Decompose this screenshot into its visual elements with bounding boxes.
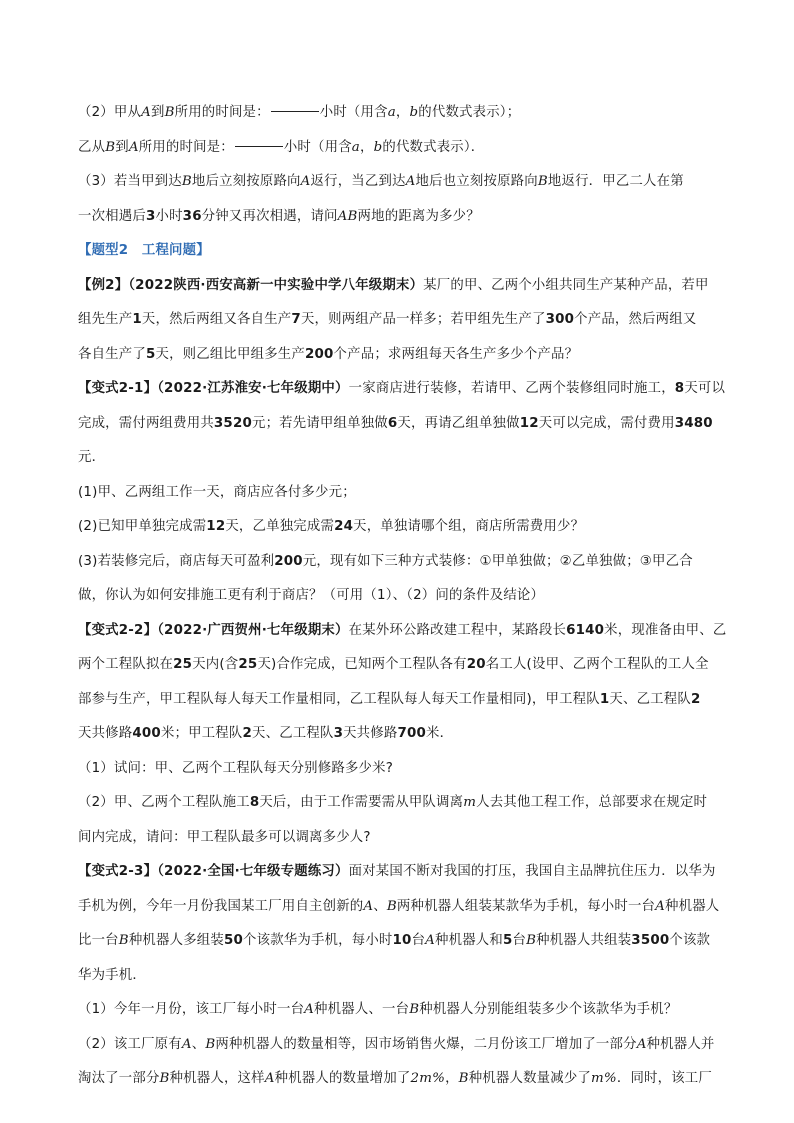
text: （2）该工厂原有 — [78, 1036, 182, 1052]
var-b: B — [409, 1002, 420, 1017]
text: 天，则两组产品一样多；若甲组先生产了 — [300, 312, 546, 327]
answer-blank[interactable] — [235, 146, 283, 147]
var-b-lower: b — [409, 105, 419, 120]
v23-line-1 — [78, 855, 726, 890]
text: 两个工程队拟在 — [78, 657, 174, 672]
var-ab: AB — [337, 208, 358, 224]
number: 12 — [519, 415, 539, 431]
text: 天，然后两组又各自生产 — [141, 312, 292, 327]
text: ．同时，该工厂 — [616, 1071, 712, 1086]
variant-tag: 【变式2-1】 — [78, 381, 158, 396]
text: 小时（用含 — [283, 139, 352, 155]
text: 种机器人并 — [646, 1036, 715, 1052]
text: 乙从 — [78, 139, 106, 155]
text: 元． — [78, 450, 106, 465]
number: 6 — [387, 415, 398, 431]
number: 2 — [690, 691, 701, 707]
number: 25 — [173, 657, 193, 672]
text: 在某外环公路改建工程中，某路段长 — [348, 622, 567, 638]
var-b: B — [386, 898, 397, 914]
text: 天、乙工程队 — [252, 726, 334, 741]
text: 天，再请乙组单独做 — [397, 415, 520, 431]
text: 元；若先请甲组单独做 — [251, 415, 388, 431]
source-label: （2022陕西·西安高新一中实验中学八年级期末） — [128, 277, 424, 293]
var-b: B — [205, 1036, 216, 1052]
number: 3 — [333, 726, 344, 741]
v21-line-3 — [78, 441, 726, 476]
text: 人去其他工程工作，总部要求在规定时 — [476, 795, 708, 810]
variant-tag: 【变式2-2】 — [78, 622, 158, 638]
text: 台 — [512, 933, 527, 948]
text: 米，现准备由甲、乙 — [604, 622, 726, 638]
var-a: A — [425, 933, 436, 948]
source-label: （2022·江苏淮安·七年级期中） — [157, 381, 349, 396]
var-a: A — [636, 1036, 647, 1052]
document-body — [78, 96, 726, 1097]
section-heading: 【题型2 工程问题】 — [78, 243, 210, 258]
text: 个该款 — [669, 933, 711, 948]
text: (3)若装修完后，商店每天可盈利 — [78, 553, 275, 569]
var-a: A — [655, 898, 666, 914]
number: 400 — [132, 726, 161, 741]
v22-line-4 — [78, 717, 726, 752]
text: 部参与生产，甲工程队每人每天工作量相同，乙工程队每人每天工作量相同)，甲工程队 — [78, 691, 600, 707]
text: 地返行．甲乙二人在第 — [547, 174, 684, 189]
text: 米． — [426, 726, 454, 741]
text: 淘汰了一部分 — [78, 1071, 160, 1086]
var-a-lower: a — [351, 139, 360, 155]
source-label: （2022·全国·七年级专题练习） — [157, 864, 349, 879]
text: 完成，需付两组费用共 — [78, 415, 214, 431]
text: 手机为例，今年一月份我国某工厂用自主创新的 — [78, 898, 364, 914]
text: 天，乙单独完成需 — [225, 519, 335, 534]
text: （2）甲、乙两个工程队施工 — [78, 795, 250, 810]
text: ， — [395, 105, 410, 120]
number: 10 — [392, 933, 412, 948]
text: 天可以 — [684, 381, 726, 396]
v22-question-2-cont: 间内完成，请问：甲工程队最多可以调离多少人? — [78, 829, 371, 845]
text: 个产品，然后两组又 — [574, 312, 697, 327]
text: 小时（用含 — [319, 105, 388, 120]
q3-line-2 — [78, 200, 726, 235]
text: 种机器人、一台 — [314, 1002, 410, 1017]
text: （1）今年一月份，该工厂每小时一台 — [78, 1002, 305, 1017]
v23-question-2 — [78, 1028, 726, 1063]
number: 24 — [334, 519, 354, 534]
number: 700 — [397, 726, 427, 741]
var-a: A — [181, 1036, 192, 1052]
text: 到 — [150, 105, 165, 120]
number: 25 — [238, 657, 258, 672]
var-a-lower: a — [387, 105, 396, 120]
number: 36 — [182, 208, 202, 224]
var-a: A — [405, 174, 416, 189]
v21-line-1 — [78, 372, 726, 407]
v22-line-1 — [78, 614, 726, 649]
text: 到 — [115, 139, 129, 155]
text: 两地的距离为多少？ — [357, 208, 480, 224]
text: ， — [445, 1071, 459, 1086]
text: (2)已知甲单独完成需 — [78, 519, 207, 534]
text: 所用的时间是： — [174, 105, 270, 120]
text: 名工人(设甲、乙两个工程队的工人全 — [485, 657, 709, 672]
q2-line-1 — [78, 96, 726, 131]
number: 1 — [599, 691, 610, 707]
v21-line-2 — [78, 407, 726, 442]
ex2-line-2 — [78, 303, 726, 338]
number: 2 — [242, 726, 253, 741]
text: 分钟又再次相遇，请问 — [201, 208, 338, 224]
text: 天、乙工程队 — [609, 691, 691, 707]
text: 某厂的甲、乙两个小组共同生产某种产品，若甲 — [423, 277, 709, 293]
text: 地后也立刻按原路向 — [415, 174, 538, 189]
text: 天后，由于工作需要需从甲队调离 — [259, 795, 464, 810]
expr-m-percent: m% — [591, 1071, 617, 1086]
text: 种机器人多组装 — [128, 933, 224, 948]
v22-line-2 — [78, 648, 726, 683]
var-m: m — [463, 795, 477, 810]
text: （2）甲从 — [78, 105, 142, 120]
text: 天可以完成，需付费用 — [538, 415, 675, 431]
text: 元，现有如下三种方式装修：①甲单独做；②乙单独做；③甲乙合 — [302, 553, 693, 569]
number: 3480 — [674, 415, 713, 431]
number: 50 — [223, 933, 244, 948]
var-b: B — [164, 105, 175, 120]
var-a: A — [300, 174, 311, 189]
text: ， — [359, 139, 374, 155]
text: 的代数式表示）； — [418, 105, 521, 120]
text: 两种机器人的数量相等，因市场销售火爆，二月份该工厂增加了一部分 — [215, 1036, 637, 1052]
var-a: A — [363, 898, 374, 914]
text: 天，则乙组比甲组多生产 — [155, 346, 305, 362]
v23-line-3 — [78, 924, 726, 959]
text: 天，单独请哪个组，商店所需费用少？ — [353, 519, 585, 534]
source-label: （2022·广西贺州·七年级期末） — [157, 622, 349, 638]
v22-question-2 — [78, 786, 726, 821]
number: 1 — [132, 312, 142, 327]
number: 3500 — [631, 933, 670, 948]
text: 一家商店进行装修，若请甲、乙两个装修组同时施工， — [348, 381, 675, 396]
v23-question-1 — [78, 993, 726, 1028]
text: 种机器人数量减少了 — [468, 1071, 592, 1086]
text: 两种机器人组装某款华为手机，每小时一台 — [396, 898, 656, 914]
number: 300 — [545, 312, 575, 327]
text: 、 — [373, 898, 387, 914]
text: 面对某国不断对我国的打压，我国自主品牌抗住压力．以华为 — [348, 864, 716, 879]
number: 7 — [291, 312, 301, 327]
text: 的代数式表示）． — [382, 139, 485, 155]
number: 5 — [145, 346, 156, 362]
text: 一次相遇后 — [78, 208, 146, 224]
var-b: B — [118, 933, 129, 948]
number: 8 — [674, 381, 685, 396]
q3-line-1 — [78, 165, 726, 200]
text: 种机器人分别能组装多少个该款华为手机？ — [419, 1002, 678, 1017]
v21-part-3 — [78, 545, 726, 580]
text: 返行，当乙到达 — [310, 174, 406, 189]
text: 组先生产 — [78, 312, 133, 327]
number: 8 — [249, 795, 260, 810]
ex2-line-1 — [78, 269, 726, 304]
text: 小时 — [155, 208, 183, 224]
text: 、 — [191, 1036, 206, 1052]
v23-question-2-cont — [78, 1062, 726, 1097]
text: 个产品；求两组每天各生产多少个产品？ — [333, 346, 579, 362]
answer-blank[interactable] — [271, 111, 319, 112]
var-b: B — [105, 139, 116, 155]
var-a: A — [128, 139, 139, 155]
text: 华为手机． — [78, 967, 146, 983]
var-b: B — [537, 174, 548, 189]
text: 台 — [411, 933, 426, 948]
text: 种机器人共组装 — [536, 933, 632, 948]
text: 天共修路 — [343, 726, 398, 741]
var-b: B — [458, 1071, 469, 1086]
text: 天内(含 — [192, 657, 239, 672]
text: 天)合作完成，已知两个工程队各有 — [257, 657, 467, 672]
text: 种机器人和 — [435, 933, 503, 948]
var-a: A — [304, 1002, 315, 1017]
v22-question-1: （1）试问：甲、乙两个工程队每天分别修路多少米? — [78, 760, 394, 776]
variant-tag: 【变式2-3】 — [78, 864, 158, 879]
var-b: B — [181, 174, 192, 189]
var-a: A — [141, 105, 151, 120]
var-b-lower: b — [373, 139, 383, 155]
number: 200 — [304, 346, 334, 362]
text: 种机器人的数量增加了 — [274, 1071, 411, 1086]
example-tag: 【例2】 — [78, 277, 129, 293]
v23-line-4 — [78, 959, 726, 994]
v21-part-2 — [78, 510, 726, 545]
var-b: B — [526, 933, 537, 948]
expr-2m-percent: 2m% — [410, 1071, 446, 1086]
number: 3 — [145, 208, 156, 224]
text: （3）若当甲到达 — [78, 174, 182, 189]
q2-line-2 — [78, 131, 726, 166]
v21-part-3-cont: 做，你认为如何安排施工更有利于商店？（可用（1）、（2）问的条件及结论） — [78, 588, 545, 603]
v23-line-2 — [78, 890, 726, 925]
text: 各自生产了 — [78, 346, 146, 362]
text: 地后立刻按原路向 — [191, 174, 301, 189]
number: 12 — [206, 519, 226, 534]
text: 种机器人 — [665, 898, 720, 914]
text: 米；甲工程队 — [160, 726, 243, 741]
v21-part-1: (1)甲、乙两组工作一天，商店应各付多少元； — [78, 484, 356, 500]
text: 天共修路 — [78, 726, 133, 741]
number: 20 — [466, 657, 486, 672]
var-a: A — [264, 1071, 275, 1086]
number: 6140 — [566, 622, 605, 638]
v22-line-3 — [78, 683, 726, 718]
text: 比一台 — [78, 933, 119, 948]
text: 个该款华为手机，每小时 — [243, 933, 393, 948]
ex2-line-3 — [78, 338, 726, 373]
number: 3520 — [213, 415, 252, 431]
text: 种机器人，这样 — [169, 1071, 265, 1086]
text: 所用的时间是： — [138, 139, 234, 155]
number: 200 — [274, 553, 303, 569]
number: 5 — [502, 933, 513, 948]
var-b: B — [159, 1071, 170, 1086]
